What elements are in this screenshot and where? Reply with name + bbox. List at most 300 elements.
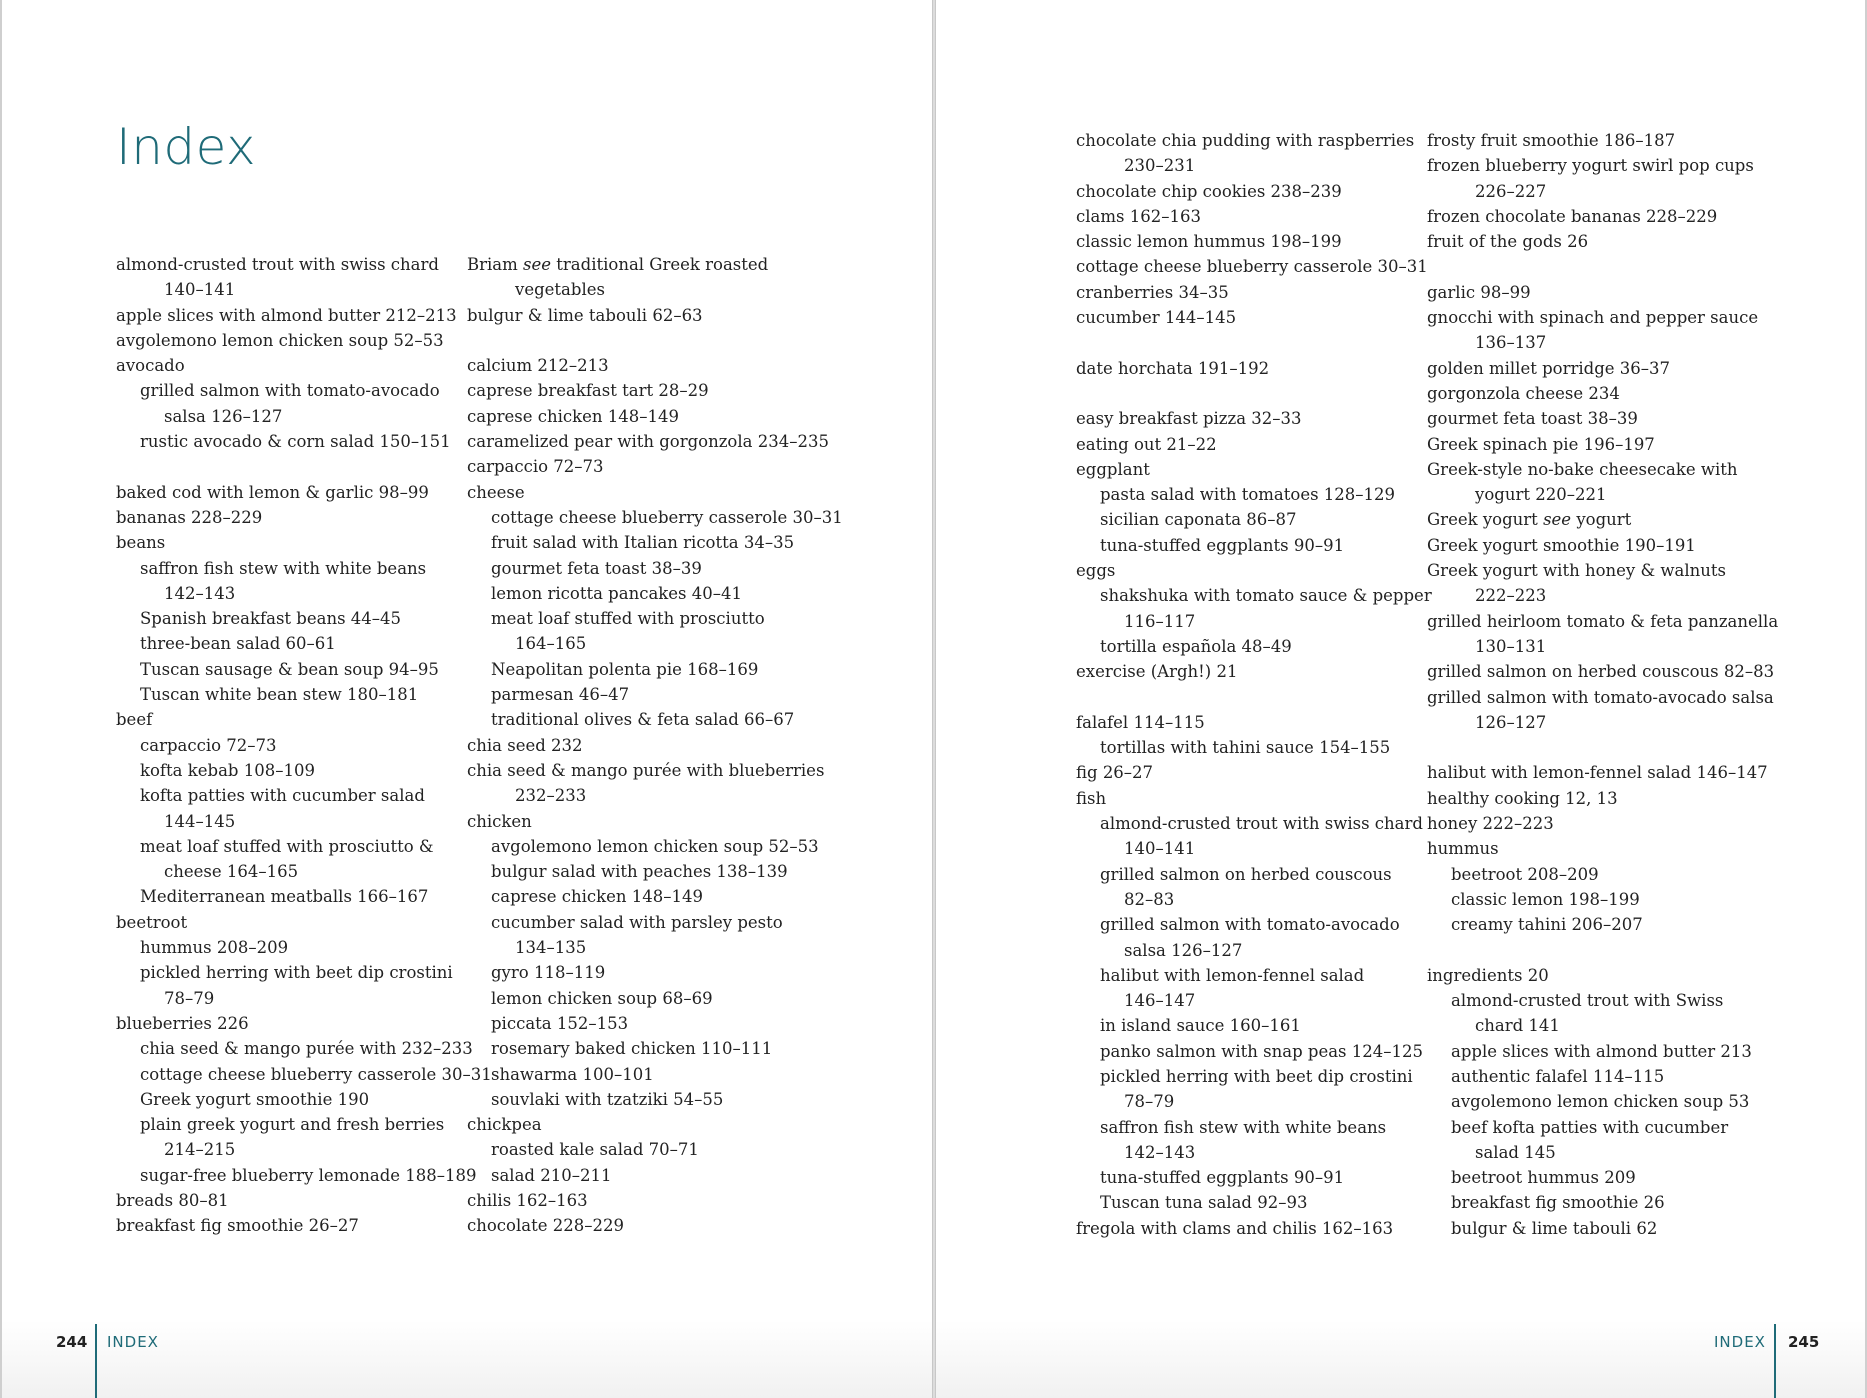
entry-text: cheese 164–165: [164, 862, 299, 882]
entry-text: hummus: [1427, 839, 1499, 859]
entry-text: garlic 98–99: [1427, 282, 1531, 302]
index-subentry: [116, 935, 446, 960]
entry-text: plain greek yogurt and fresh berries: [140, 1115, 445, 1135]
entry-text: grilled salmon with tomato-avocado: [140, 381, 440, 401]
index-subentry: [467, 581, 797, 606]
index-continuation: [1427, 710, 1757, 735]
folio-rule: [1774, 1324, 1776, 1398]
entry-text: salsa 126–127: [164, 406, 283, 426]
index-entry: [1076, 760, 1406, 785]
index-spacer: [1427, 735, 1757, 760]
entry-text: sicilian caponata 86–87: [1100, 510, 1297, 530]
index-subentry: [1076, 912, 1406, 937]
index-subentry: [116, 783, 446, 808]
entry-text: fish: [1076, 788, 1107, 808]
entry-text: easy breakfast pizza 32–33: [1076, 409, 1302, 429]
entry-text: bulgur & lime tabouli 62–63: [467, 305, 703, 325]
entry-text: 78–79: [1124, 1092, 1175, 1112]
entry-text: pasta salad with tomatoes 128–129: [1100, 485, 1396, 505]
index-subentry: [116, 682, 446, 707]
index-continuation: [1427, 634, 1757, 659]
entry-text: eating out 21–22: [1076, 434, 1217, 454]
index-subentry: [1076, 634, 1406, 659]
index-subentry: [1427, 887, 1757, 912]
entry-text: calcium 212–213: [467, 356, 609, 376]
index-subentry: [467, 1087, 797, 1112]
index-entry: [467, 404, 797, 429]
running-head: INDEX: [1714, 1333, 1766, 1351]
index-subentry: [467, 986, 797, 1011]
entry-text: shawarma 100–101: [491, 1064, 654, 1084]
entry-text: Briam: [467, 255, 518, 274]
entry-text: chicken: [467, 811, 532, 831]
entry-text: vegetables: [515, 280, 605, 300]
index-subentry: [1076, 735, 1406, 760]
index-continuation: [116, 859, 446, 884]
entry-text: chocolate 228–229: [467, 1216, 624, 1236]
index-entry: [1427, 609, 1779, 634]
entry-text: Tuscan tuna salad 92–93: [1100, 1193, 1308, 1213]
entry-text: panko salmon with snap peas 124–125: [1100, 1041, 1423, 1061]
entry-text: golden millet porridge 36–37: [1427, 358, 1671, 378]
index-entry: [1076, 710, 1406, 735]
entry-text: gyro 118–119: [491, 963, 606, 983]
index-entry: [1076, 305, 1406, 330]
index-entry: [1427, 280, 1757, 305]
entry-text: Greek-style no-bake cheesecake with: [1427, 459, 1738, 479]
index-subentry: [467, 505, 843, 530]
index-entry: [116, 1011, 446, 1036]
index-subentry: [116, 1163, 477, 1188]
see-target: yogurt: [1576, 510, 1632, 530]
entry-text: 146–147: [1124, 991, 1196, 1011]
entry-text: halibut with lemon-fennel salad 146–147: [1427, 763, 1768, 783]
entry-text: breads 80–81: [116, 1190, 229, 1210]
index-column-4: [1427, 128, 1779, 1241]
index-entry: [1427, 811, 1757, 836]
index-entry: [1427, 356, 1757, 381]
entry-text: souvlaki with tzatziki 54–55: [491, 1089, 724, 1109]
index-entry: [467, 454, 797, 479]
entry-text: rosemary baked chicken 110–111: [491, 1039, 773, 1059]
entry-text: kofta kebab 108–109: [140, 760, 315, 780]
entry-text: shakshuka with tomato sauce & pepper: [1100, 586, 1432, 606]
index-subentry: [1427, 1216, 1757, 1241]
index-continuation: [467, 631, 797, 656]
running-head: INDEX: [107, 1333, 159, 1351]
index-subentry: [1427, 1165, 1757, 1190]
entry-text: chilis 162–163: [467, 1190, 588, 1210]
index-continuation: [1076, 988, 1406, 1013]
index-subentry: [467, 707, 797, 732]
index-subentry: [116, 378, 446, 403]
index-entry: [1427, 836, 1757, 861]
entry-text: cottage cheese blueberry casserole 30–31: [1076, 257, 1428, 277]
entry-text: bulgur & lime tabouli 62: [1451, 1218, 1658, 1238]
index-continuation: [116, 404, 446, 429]
index-entry: [1427, 685, 1774, 710]
entry-text: tortillas with tahini sauce 154–155: [1100, 738, 1391, 758]
index-continuation: [1076, 938, 1406, 963]
index-entry: [1076, 558, 1406, 583]
entry-text: carpaccio 72–73: [467, 457, 604, 477]
entry-text: chocolate chip cookies 238–239: [1076, 181, 1342, 201]
index-spacer: [1427, 254, 1757, 279]
index-entry: [467, 1112, 797, 1137]
entry-text: caprese breakfast tart 28–29: [467, 381, 709, 401]
entry-text: beetroot 208–209: [1451, 864, 1599, 884]
entry-text: apple slices with almond butter 213: [1451, 1041, 1752, 1061]
entry-text: 136–137: [1475, 333, 1547, 353]
index-entry: [467, 303, 797, 328]
entry-text: sugar-free blueberry lemonade 188–189: [140, 1165, 477, 1185]
entry-text: cottage cheese blueberry casserole 30–31: [140, 1064, 492, 1084]
index-subentry: [467, 556, 797, 581]
index-subentry: [1076, 862, 1406, 887]
entry-text: gnocchi with spinach and pepper sauce: [1427, 308, 1759, 328]
index-subentry: [1076, 1013, 1406, 1038]
index-continuation: [116, 277, 446, 302]
index-subentry: [116, 758, 446, 783]
entry-text: classic lemon hummus 198–199: [1076, 232, 1342, 252]
index-continuation: [1076, 609, 1406, 634]
entry-text: apple slices with almond butter 212–213: [116, 305, 457, 325]
entry-text: traditional olives & feta salad 66–67: [491, 710, 795, 730]
entry-text: chia seed 232: [467, 735, 583, 755]
index-entry: [467, 429, 829, 454]
index-column-2: [467, 252, 843, 1239]
index-entry: [1427, 760, 1768, 785]
entry-text: saffron fish stew with white beans: [140, 558, 427, 578]
index-continuation: [1427, 1013, 1757, 1038]
index-entry: [467, 1188, 797, 1213]
entry-text: beef kofta patties with cucumber: [1451, 1117, 1729, 1137]
entry-text: chia seed & mango purée with blueberries: [467, 760, 825, 780]
entry-text: rustic avocado & corn salad 150–151: [140, 432, 451, 452]
entry-text: Neapolitan polenta pie 168–169: [491, 659, 759, 679]
index-subentry: [116, 1062, 492, 1087]
entry-text: parmesan 46–47: [491, 685, 630, 705]
index-subentry: [1427, 988, 1757, 1013]
entry-text: cucumber salad with parsley pesto: [491, 912, 783, 932]
index-entry: [1427, 963, 1757, 988]
index-subentry: [1427, 862, 1757, 887]
index-entry: [1076, 1216, 1406, 1241]
index-entry: [1076, 128, 1415, 153]
index-spacer: [1076, 381, 1406, 406]
entry-text: pickled herring with beet dip crostini: [1100, 1066, 1413, 1086]
index-continuation: [1427, 179, 1757, 204]
entry-text: 142–143: [1124, 1142, 1196, 1162]
index-continuation: [1076, 887, 1406, 912]
entry-text: date horchata 191–192: [1076, 358, 1270, 378]
index-entry: [1076, 659, 1406, 684]
index-subentry: [1076, 507, 1406, 532]
entry-text: baked cod with lemon & garlic 98–99: [116, 482, 429, 502]
index-entry: [1076, 229, 1406, 254]
page-title: Index: [116, 118, 257, 176]
entry-text: clams 162–163: [1076, 206, 1201, 226]
entry-text: breakfast fig smoothie 26: [1451, 1193, 1665, 1213]
entry-text: tuna-stuffed eggplants 90–91: [1100, 1168, 1345, 1188]
index-subentry: [116, 884, 446, 909]
entry-text: fig 26–27: [1076, 763, 1154, 783]
index-subentry: [467, 960, 797, 985]
index-subentry: [1076, 583, 1432, 608]
entry-text: fregola with clams and chilis 162–163: [1076, 1218, 1394, 1238]
index-subentry: [116, 556, 446, 581]
index-subentry: [116, 429, 451, 454]
entry-text: frozen chocolate bananas 228–229: [1427, 206, 1718, 226]
index-entry: [1427, 659, 1775, 684]
index-entry: [116, 707, 446, 732]
index-subentry: [116, 1087, 446, 1112]
index-column-3: [1076, 128, 1432, 1241]
index-subentry: [116, 631, 446, 656]
index-subentry: [467, 1036, 797, 1061]
index-subentry: [1427, 1039, 1757, 1064]
entry-text: grilled salmon on herbed couscous 82–83: [1427, 662, 1775, 682]
index-entry: [1427, 558, 1757, 583]
index-subentry: [116, 960, 453, 985]
index-entry: [467, 480, 797, 505]
entry-text: beans: [116, 533, 166, 553]
entry-text: breakfast fig smoothie 26–27: [116, 1216, 359, 1236]
entry-text: Greek yogurt with honey & walnuts: [1427, 561, 1726, 581]
entry-text: 226–227: [1475, 181, 1547, 201]
entry-text: caprese chicken 148–149: [491, 887, 704, 907]
index-entry: [1076, 356, 1406, 381]
index-entry: [467, 252, 797, 277]
index-subentry: [1076, 963, 1406, 988]
see-reference: see: [1543, 510, 1572, 530]
entry-text: beetroot: [116, 912, 188, 932]
index-entry: [116, 353, 446, 378]
index-entry: [467, 378, 797, 403]
index-entry: [1427, 507, 1757, 532]
index-entry: [116, 1213, 446, 1238]
index-entry: [1427, 128, 1757, 153]
entry-text: cheese: [467, 482, 525, 502]
entry-text: Mediterranean meatballs 166–167: [140, 887, 429, 907]
index-subentry: [116, 606, 446, 631]
index-entry: [1427, 305, 1757, 330]
index-entry: [1076, 457, 1406, 482]
entry-text: 116–117: [1124, 611, 1196, 631]
entry-text: 134–135: [515, 938, 587, 958]
index-spacer: [1076, 330, 1406, 355]
index-continuation: [1427, 482, 1757, 507]
entry-text: salad 210–211: [491, 1165, 612, 1185]
index-entry: [1427, 204, 1757, 229]
index-entry: [1427, 457, 1757, 482]
entry-text: saffron fish stew with white beans: [1100, 1117, 1387, 1137]
index-entry: [467, 733, 797, 758]
index-entry: [1427, 153, 1757, 178]
entry-text: fruit of the gods 26: [1427, 232, 1589, 252]
index-subentry: [467, 1137, 797, 1162]
entry-text: gorgonzola cheese 234: [1427, 383, 1620, 403]
index-subentry: [1076, 1190, 1406, 1215]
entry-text: 214–215: [164, 1140, 236, 1160]
entry-text: Tuscan sausage & bean soup 94–95: [140, 659, 439, 679]
entry-text: classic lemon 198–199: [1451, 889, 1640, 909]
index-subentry: [467, 1163, 797, 1188]
index-spacer: [1427, 938, 1757, 963]
index-continuation: [1076, 1089, 1406, 1114]
entry-text: roasted kale salad 70–71: [491, 1140, 699, 1160]
entry-text: bulgur salad with peaches 138–139: [491, 862, 788, 882]
index-continuation: [467, 935, 797, 960]
entry-text: 164–165: [515, 634, 587, 654]
entry-text: Greek yogurt smoothie 190: [140, 1089, 370, 1109]
entry-text: carpaccio 72–73: [140, 735, 277, 755]
index-entry: [1427, 533, 1757, 558]
entry-text: Greek yogurt: [1427, 510, 1538, 530]
index-subentry: [467, 910, 797, 935]
index-subentry: [1076, 1165, 1406, 1190]
entry-text: 232–233: [515, 786, 587, 806]
index-subentry: [467, 1011, 797, 1036]
index-subentry: [116, 1036, 473, 1061]
see-target: traditional Greek roasted: [556, 255, 769, 274]
entry-text: cranberries 34–35: [1076, 282, 1229, 302]
index-spacer: [1076, 685, 1406, 710]
index-continuation: [1427, 1140, 1757, 1165]
entry-text: frosty fruit smoothie 186–187: [1427, 131, 1676, 150]
entry-text: grilled salmon on herbed couscous: [1100, 864, 1392, 884]
entry-text: grilled heirloom tomato & feta panzanella: [1427, 611, 1779, 631]
entry-text: salsa 126–127: [1124, 940, 1243, 960]
page-number: 244: [56, 1333, 88, 1351]
index-subentry: [1076, 482, 1406, 507]
entry-text: three-bean salad 60–61: [140, 634, 336, 654]
entry-text: avgolemono lemon chicken soup 52–53: [116, 330, 444, 350]
entry-text: bananas 228–229: [116, 507, 263, 527]
index-subentry: [116, 834, 446, 859]
entry-text: halibut with lemon-fennel salad: [1100, 965, 1365, 985]
entry-text: caprese chicken 148–149: [467, 406, 680, 426]
index-subentry: [467, 834, 819, 859]
index-continuation: [1427, 330, 1757, 355]
index-entry: [1076, 432, 1406, 457]
entry-text: meat loaf stuffed with prosciutto &: [140, 836, 434, 856]
index-continuation: [116, 986, 446, 1011]
entry-text: healthy cooking 12, 13: [1427, 788, 1618, 808]
right-page: [936, 0, 1867, 1398]
entry-text: 144–145: [164, 811, 236, 831]
entry-text: kofta patties with cucumber salad: [140, 786, 425, 806]
entry-text: 140–141: [164, 280, 236, 300]
index-continuation: [116, 581, 446, 606]
index-entry: [116, 1188, 446, 1213]
index-continuation: [467, 277, 797, 302]
entry-text: ingredients 20: [1427, 965, 1549, 985]
index-entry: [116, 480, 446, 505]
entry-text: exercise (Argh!) 21: [1076, 662, 1238, 682]
index-continuation: [1427, 583, 1757, 608]
entry-text: Greek spinach pie 196–197: [1427, 434, 1655, 454]
index-continuation: [116, 809, 446, 834]
index-subentry: [1427, 912, 1757, 937]
entry-text: chard 141: [1475, 1016, 1560, 1036]
index-entry: [1427, 406, 1757, 431]
entry-text: tuna-stuffed eggplants 90–91: [1100, 535, 1345, 555]
entry-text: gourmet feta toast 38–39: [1427, 409, 1638, 429]
entry-text: 230–231: [1124, 156, 1196, 176]
entry-text: beetroot hummus 209: [1451, 1168, 1636, 1188]
index-spacer: [467, 328, 797, 353]
entry-text: chia seed & mango purée with 232–233: [140, 1039, 473, 1059]
entry-text: cucumber 144–145: [1076, 308, 1237, 328]
index-subentry: [1427, 1190, 1757, 1215]
entry-text: caramelized pear with gorgonzola 234–235: [467, 432, 829, 452]
index-subentry: [116, 1112, 446, 1137]
index-subentry: [1427, 1115, 1757, 1140]
index-subentry: [467, 606, 797, 631]
index-entry: [1076, 280, 1406, 305]
entry-text: Tuscan white bean stew 180–181: [140, 685, 419, 705]
index-entry: [467, 1213, 797, 1238]
index-subentry: [1076, 811, 1423, 836]
index-entry: [1076, 204, 1406, 229]
entry-text: chocolate chia pudding with raspberries: [1076, 131, 1415, 150]
entry-text: 142–143: [164, 583, 236, 603]
entry-text: avgolemono lemon chicken soup 52–53: [491, 836, 819, 856]
index-entry: [116, 252, 446, 277]
page-number: 245: [1788, 1333, 1820, 1351]
index-entry: [1076, 179, 1406, 204]
index-subentry: [467, 530, 797, 555]
index-entry: [116, 530, 446, 555]
entry-text: 126–127: [1475, 712, 1547, 732]
index-subentry: [1076, 1039, 1423, 1064]
index-spacer: [116, 454, 446, 479]
entry-text: lemon ricotta pancakes 40–41: [491, 583, 742, 603]
index-subentry: [1076, 533, 1406, 558]
index-entry: [116, 910, 446, 935]
left-page: [0, 0, 932, 1398]
index-continuation: [116, 1137, 446, 1162]
entry-text: salad 145: [1475, 1142, 1556, 1162]
entry-text: Greek yogurt smoothie 190–191: [1427, 535, 1696, 555]
entry-text: tortilla española 48–49: [1100, 636, 1292, 656]
index-subentry: [1427, 1089, 1757, 1114]
entry-text: 222–223: [1475, 586, 1547, 606]
entry-text: creamy tahini 206–207: [1451, 915, 1643, 935]
index-entry: [1427, 432, 1757, 457]
index-entry: [467, 353, 797, 378]
index-subentry: [1076, 1064, 1413, 1089]
entry-text: almond-crusted trout with Swiss: [1451, 991, 1724, 1011]
index-entry: [1427, 381, 1757, 406]
entry-text: frozen blueberry yogurt swirl pop cups: [1427, 156, 1754, 176]
entry-text: pickled herring with beet dip crostini: [140, 963, 453, 983]
see-reference: see: [523, 255, 552, 274]
index-subentry: [1076, 1115, 1406, 1140]
folio-rule: [95, 1324, 97, 1398]
index-column-1: [116, 252, 492, 1239]
index-entry: [1076, 786, 1406, 811]
entry-text: piccata 152–153: [491, 1013, 629, 1033]
entry-text: 82–83: [1124, 889, 1175, 909]
entry-text: authentic falafel 114–115: [1451, 1066, 1665, 1086]
index-subentry: [1427, 1064, 1757, 1089]
index-subentry: [467, 682, 797, 707]
index-subentry: [467, 884, 797, 909]
index-continuation: [467, 783, 797, 808]
index-continuation: [1076, 1140, 1406, 1165]
